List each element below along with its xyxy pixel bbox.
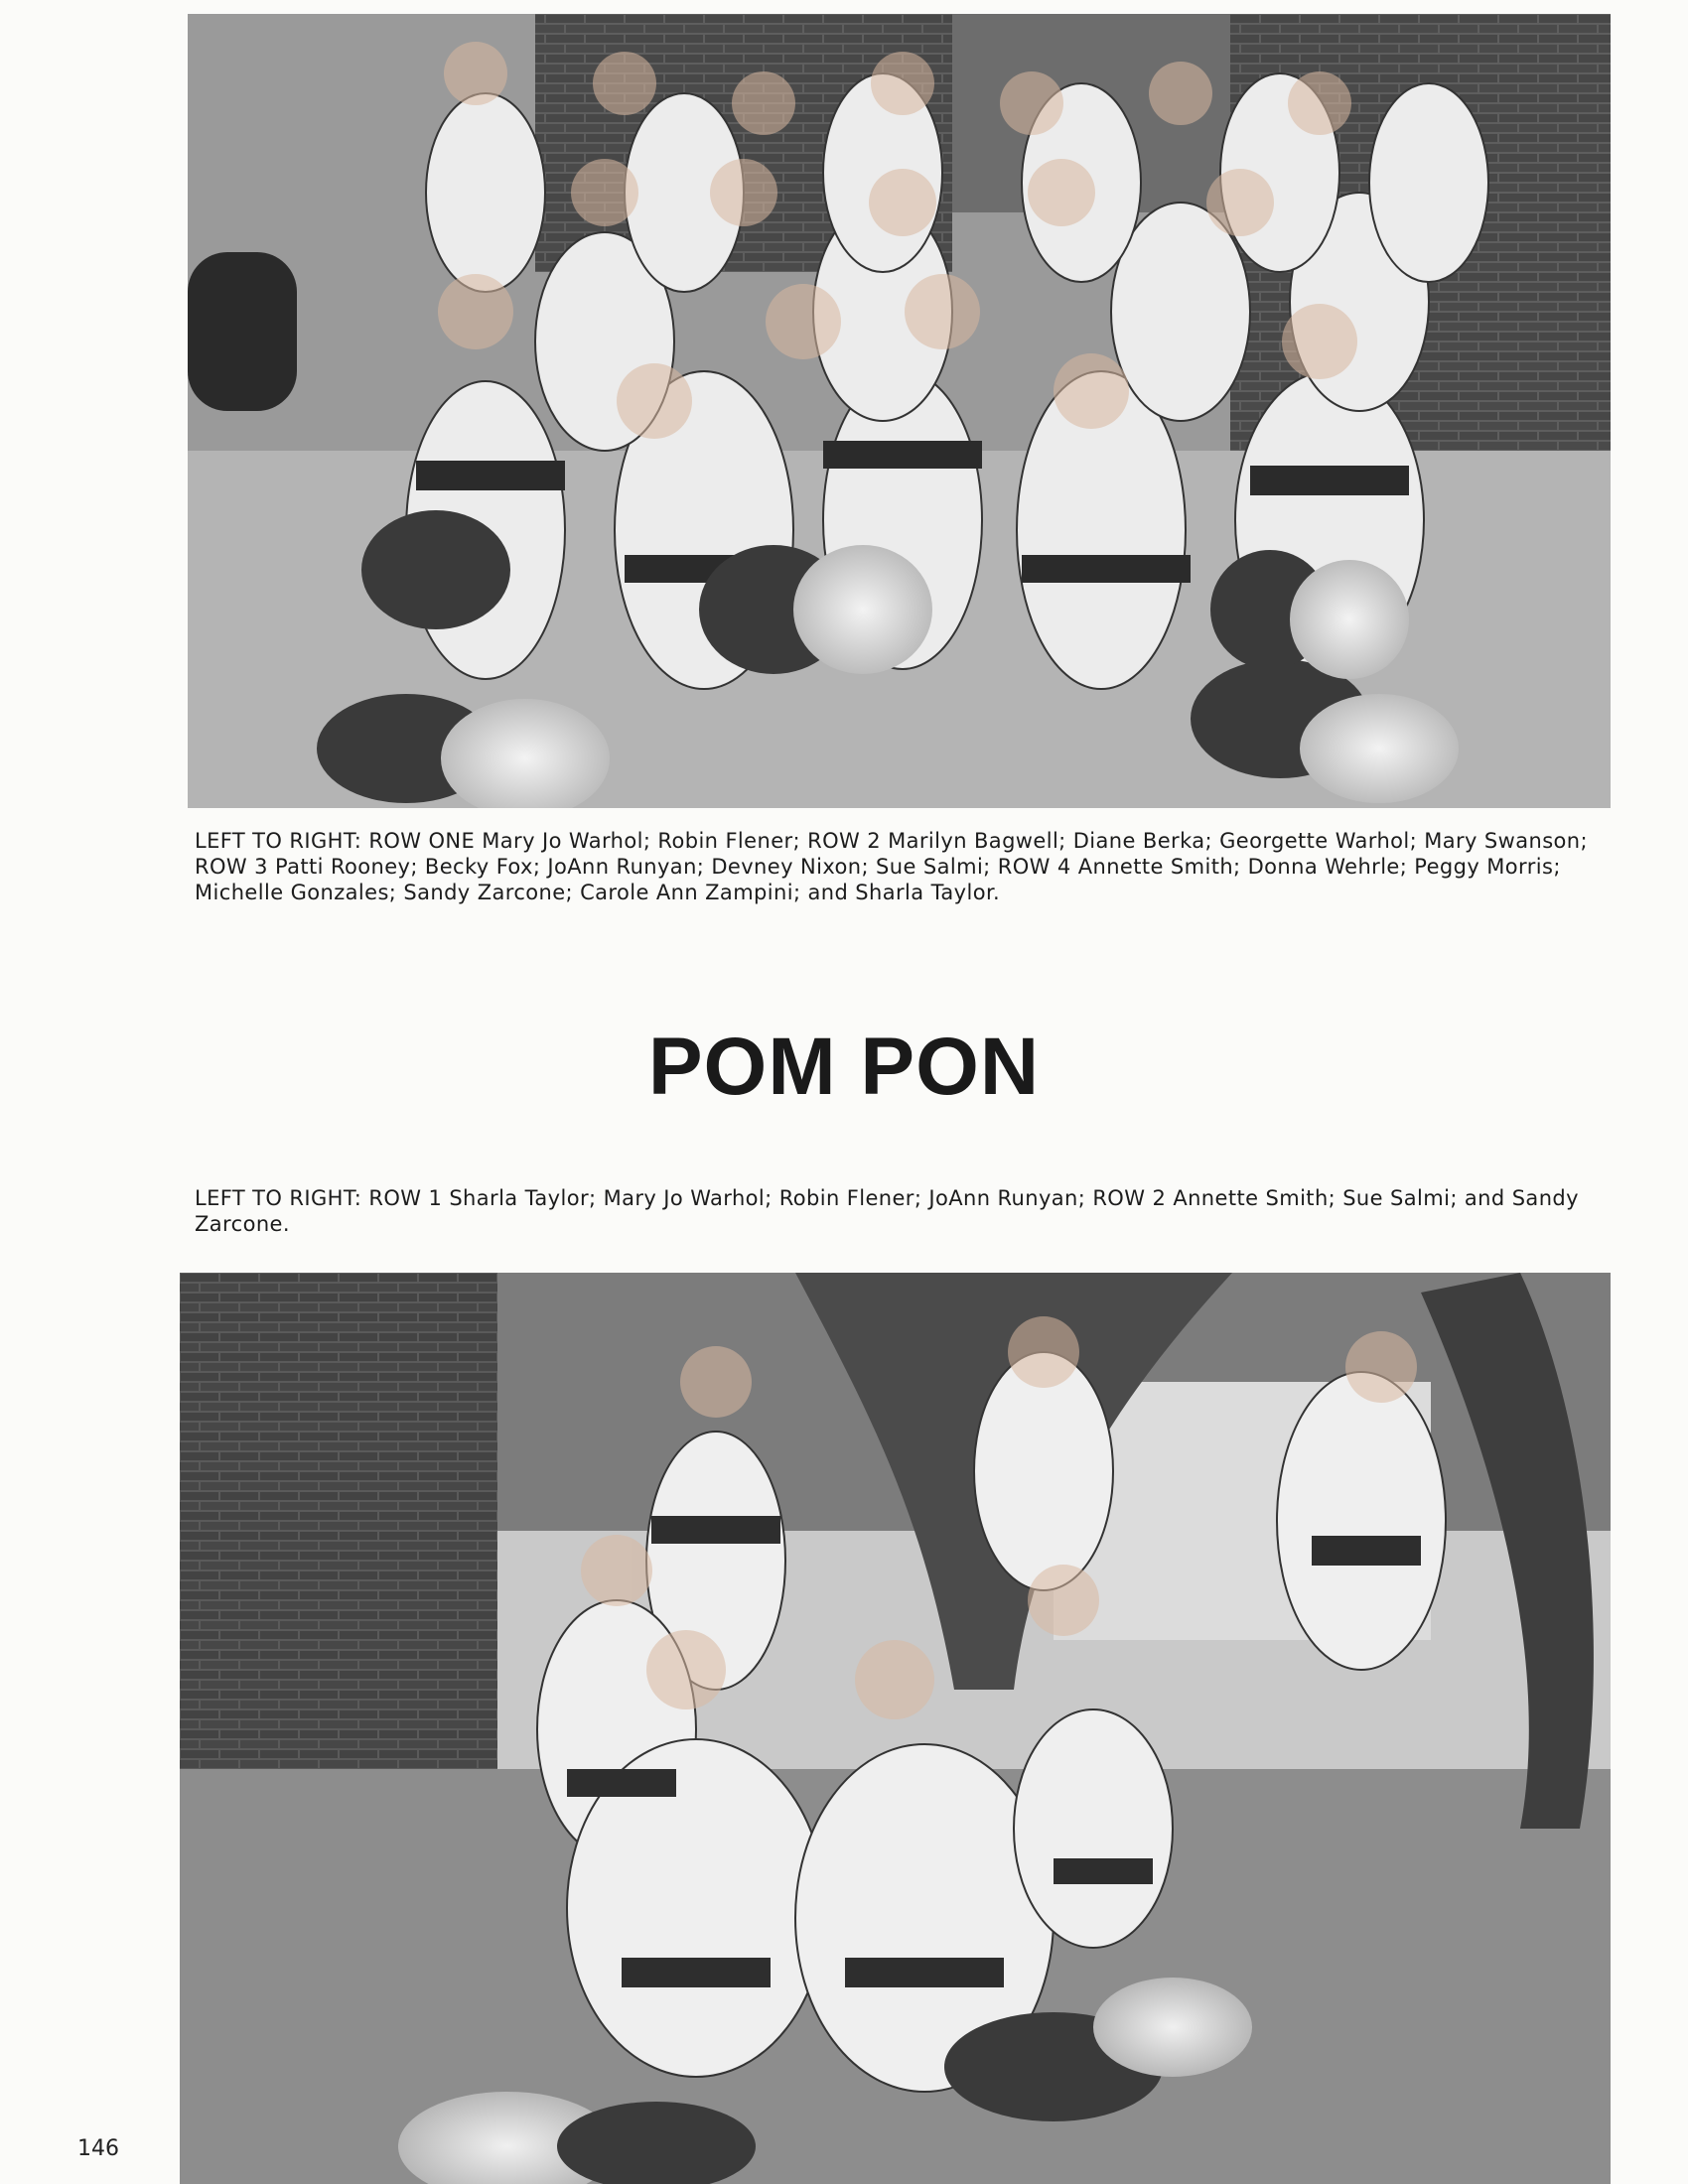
group-photo-top [188, 14, 1611, 808]
photo-caption-top: LEFT TO RIGHT: ROW ONE Mary Jo Warhol; Robin Flener; ROW 2 Marilyn Bagwell; Diane Berka; Georgette Warhol; Mary Swanson; ROW 3 Patti Rooney; Becky Fox; JoAnn Runyan; Devney Nixon; Sue Salmi; ROW 4 Annette Smith; Donna Wehrle; Peggy Morris; Michelle Gonzales; Sandy Zarcone; Carole Ann Zampini; and Sharla Taylor. [195, 829, 1588, 904]
group-photo-top-image [188, 14, 1611, 808]
group-photo-bottom-image [180, 1273, 1611, 2184]
group-photo-bottom [180, 1273, 1611, 2184]
section-title: POM PON [647, 1022, 1041, 1112]
photo-caption-bottom: LEFT TO RIGHT: ROW 1 Sharla Taylor; Mary Jo Warhol; Robin Flener; JoAnn Runyan; ROW 2 Annette Smith; Sue Salmi; and Sandy Zarcone. [195, 1186, 1579, 1236]
page-number: 146 [77, 2136, 119, 2161]
